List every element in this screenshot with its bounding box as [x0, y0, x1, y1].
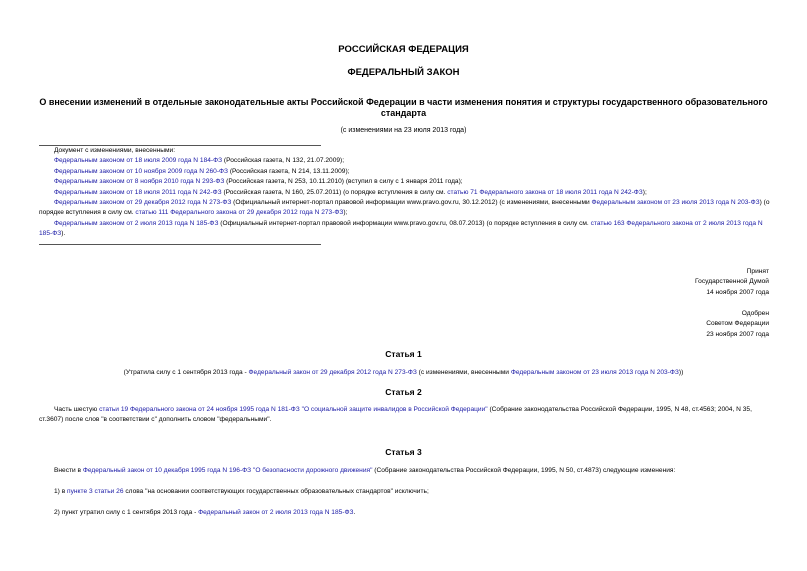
title-line-2: стандарта — [380, 108, 427, 118]
amendment-item — [39, 177, 770, 187]
amendment-link[interactable]: статью 163 Федерального закона от 2 июля 2013 года N 185-ФЗ — [39, 219, 763, 238]
article-3-point-1 — [54, 487, 770, 497]
accepted-label: Принят — [746, 268, 769, 275]
amendment-link[interactable]: статью 111 Федерального закона от 29 декабря 2012 года N 273-ФЗ — [135, 209, 344, 217]
adoption-accepted — [695, 267, 769, 298]
revision-note: (с изменениями на 23 июля 2013 года) — [340, 127, 467, 134]
article-3-intro — [54, 466, 770, 476]
article-text: (Собрание законодательства Российской Федерации, 1995, N 50, ст.4873) следующие изменения: — [372, 467, 676, 474]
article-2-text — [39, 405, 770, 426]
article-text: )) — [678, 369, 684, 376]
country-heading: РОССИЙСКАЯ ФЕДЕРАЦИЯ — [338, 44, 469, 55]
amendment-item — [39, 188, 770, 198]
article-link[interactable]: Федеральным законом от 23 июля 2013 года N 203-ФЗ — [510, 369, 679, 376]
article-1-heading: Статья 1 — [385, 349, 422, 359]
article-1-text — [0, 368, 807, 378]
article-text: (Собрание законодательства Российской Федерации, 1995, N 48, ст.4563; 2004, N 35, ст.3607) после слов "в соответствии с" дополнить словом "федеральными". — [39, 406, 752, 424]
approved-body: Советом Федерации — [706, 320, 769, 328]
article-3-heading: Статья 3 — [385, 447, 422, 457]
article-text: 2) пункт утратил силу с 1 сентября 2013 года - — [54, 509, 199, 516]
adoption-approved — [706, 309, 769, 340]
article-link[interactable]: Федеральный закон от 2 июля 2013 года N 185-ФЗ — [198, 509, 354, 516]
amendment-link[interactable]: Федеральным законом от 29 декабря 2012 года N 273-ФЗ — [54, 199, 232, 207]
amendment-link[interactable]: Федеральным законом от 8 ноября 2010 года N 293-ФЗ — [54, 178, 225, 186]
amendment-link[interactable]: статью 71 Федерального закона от 18 июля 2011 года N 242-ФЗ — [447, 188, 643, 196]
amendment-text: ). — [61, 230, 66, 238]
amendment-text: (Официальный интернет-портал правовой информации www.pravo.gov.ru, 08.07.2013) (о порядке вступления в силу см. — [218, 219, 591, 227]
amendment-link[interactable]: Федеральным законом от 18 июля 2011 года N 242-ФЗ — [54, 188, 222, 196]
amendment-text: (Российская газета, N 214, 13.11.2009); — [228, 167, 350, 175]
amendment-item — [39, 167, 770, 177]
article-link[interactable]: Федеральный закон от 10 декабря 1995 года N 196-ФЗ "О безопасности дорожного движения" — [82, 467, 373, 474]
article-text: 1) в — [54, 488, 68, 495]
amendment-text: (Российская газета, N 253, 10.11.2010) (вступил в силу с 1 января 2011 года); — [224, 178, 463, 186]
accepted-body: Государственной Думой — [695, 278, 769, 286]
amendment-item — [39, 198, 770, 219]
amendment-item — [39, 156, 770, 166]
divider-bottom — [39, 244, 321, 245]
amendment-text: (Российская газета, N 132, 21.07.2009); — [222, 157, 345, 165]
amendment-link[interactable]: Федеральным законом от 2 июля 2013 года N 185-ФЗ — [54, 219, 219, 227]
article-text: Часть шестую — [54, 406, 100, 413]
amendment-item — [39, 219, 770, 240]
amendment-text: ); — [642, 188, 647, 196]
amendment-text: ); — [343, 209, 348, 217]
amendment-link[interactable]: Федеральным законом от 10 ноября 2009 года N 260-ФЗ — [54, 167, 229, 175]
accepted-date: 14 ноября 2007 года — [706, 288, 769, 296]
amendment-link[interactable]: Федеральным законом от 18 июля 2009 года N 184-ФЗ — [54, 157, 223, 165]
article-text: Внести в — [54, 467, 83, 474]
article-3-point-2 — [54, 508, 770, 518]
approved-date: 23 ноября 2007 года — [706, 330, 769, 338]
amendments-block — [39, 146, 770, 240]
article-2-heading: Статья 2 — [385, 387, 422, 397]
document-title — [30, 97, 777, 119]
article-link[interactable]: Федеральный закон от 29 декабря 2012 года N 273-ФЗ — [248, 369, 417, 376]
approved-label: Одобрен — [741, 310, 769, 317]
title-line-1: О внесении изменений в отдельные законодательные акты Российской Федерации в части изменения понятия и структуры государственного образовательного — [39, 97, 768, 107]
article-text: (с изменениями, внесенными — [416, 369, 511, 376]
amendment-text: ) (о порядке вступления в силу см. — [39, 199, 770, 217]
article-text: . — [353, 509, 356, 516]
law-type-heading: ФЕДЕРАЛЬНЫЙ ЗАКОН — [347, 67, 460, 78]
article-link[interactable]: пункте 3 статьи 26 — [67, 488, 124, 495]
amendment-text: (Официальный интернет-портал правовой информации www.pravo.gov.ru, 30.12.2012) (с изменениями, внесенными — [231, 199, 592, 207]
article-text: (Утратила силу с 1 сентября 2013 года - — [123, 369, 249, 376]
amendment-link[interactable]: Федеральным законом от 23 июля 2013 года N 203-ФЗ — [591, 199, 760, 207]
amendments-intro: Документ с изменениями, внесенными: — [54, 147, 176, 154]
amendment-text: (Российская газета, N 160, 25.07.2011) (о порядке вступления в силу см. — [221, 188, 448, 196]
article-text: слова "на основании соответствующих государственных образовательных стандартов" исключить; — [123, 488, 429, 495]
article-link[interactable]: статьи 19 Федерального закона от 24 ноября 1995 года N 181-ФЗ "О социальной защите инвалидов в Российской Федерации" — [99, 406, 488, 413]
